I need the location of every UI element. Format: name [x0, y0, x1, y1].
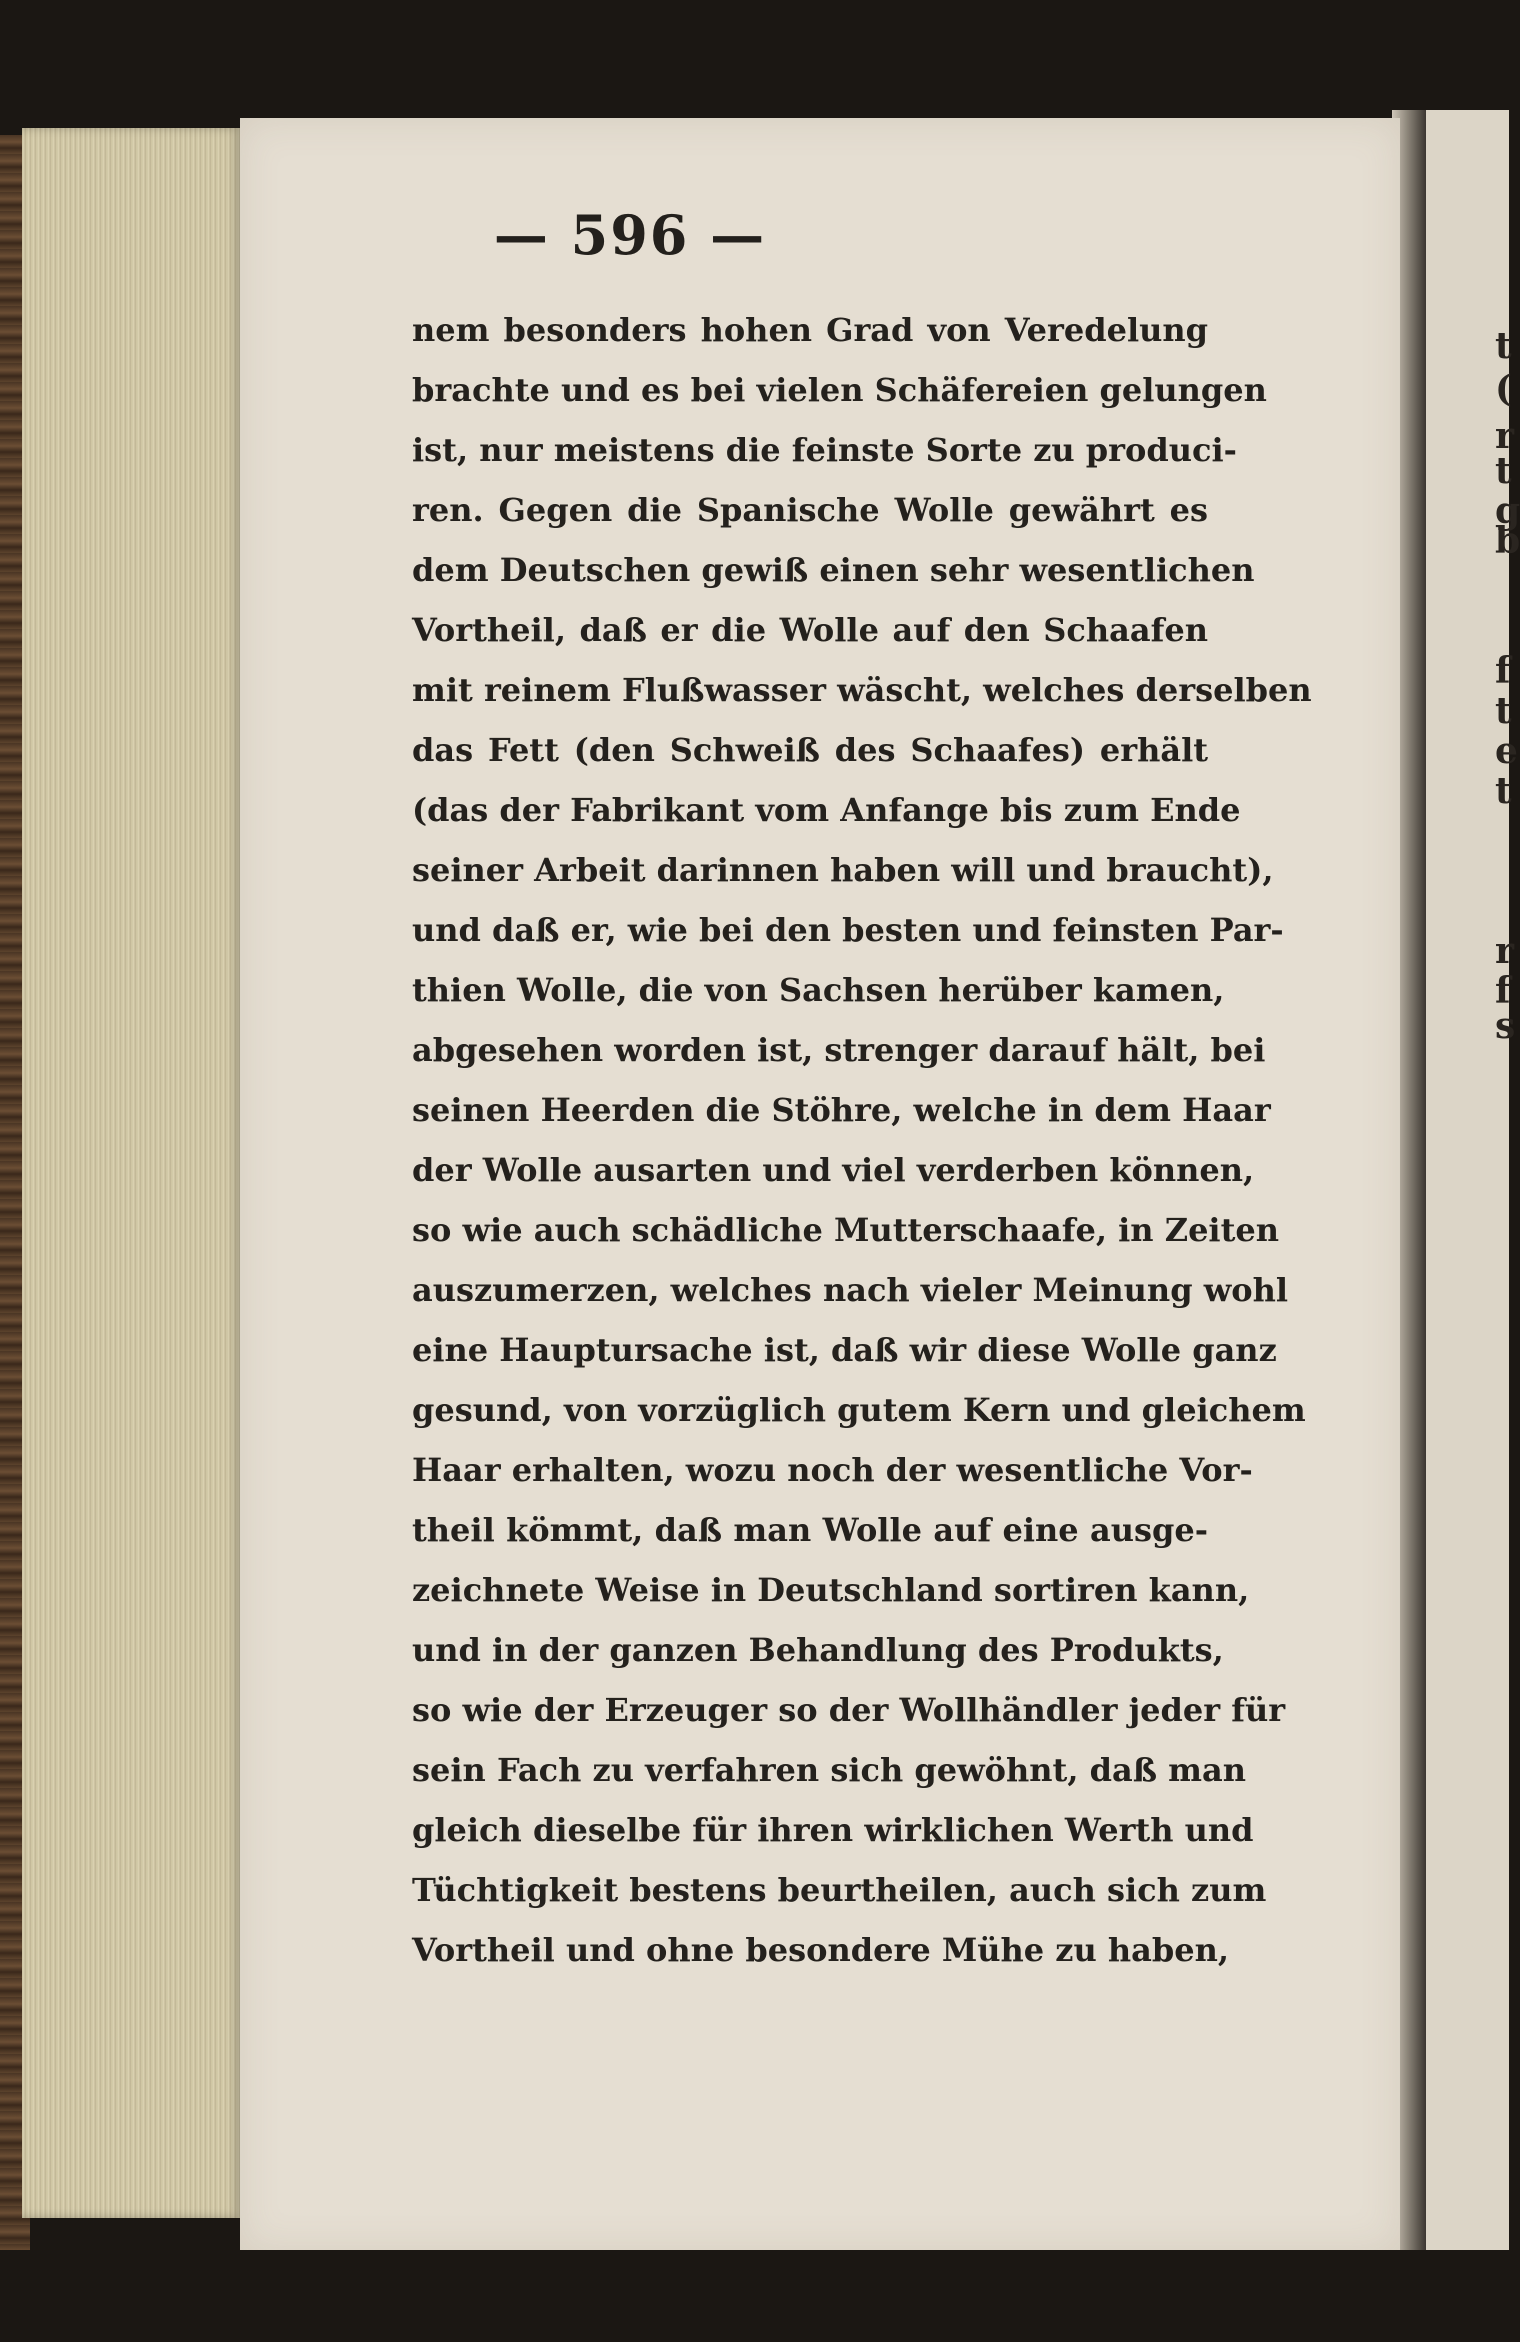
adjacent-page-letter: s — [1495, 1005, 1516, 1047]
text-line: Haar erhalten, wozu noch der wesentliche Vor- — [412, 1451, 1253, 1489]
text-line: so wie der Erzeuger so der Wollhändler jeder für — [412, 1691, 1286, 1729]
scan-background — [0, 2250, 1509, 2342]
adjacent-page-letter: t — [1495, 325, 1512, 367]
text-line: eine Hauptursache ist, daß wir diese Wolle ganz — [412, 1331, 1277, 1369]
adjacent-page-letter: b — [1495, 520, 1520, 562]
text-line: (das der Fabrikant vom Anfange bis zum Ende — [412, 791, 1241, 829]
adjacent-page-letter: ( — [1495, 368, 1513, 410]
adjacent-page-letter: f — [1495, 650, 1511, 692]
text-line: und in der ganzen Behandlung des Produkts, — [412, 1631, 1224, 1669]
adjacent-page-letter: r — [1495, 415, 1514, 457]
text-line: abgesehen worden ist, strenger darauf hält, bei — [412, 1031, 1266, 1069]
text-line: Vortheil und ohne besondere Mühe zu haben, — [412, 1931, 1229, 1969]
adjacent-page-letter: t — [1495, 770, 1512, 812]
text-line: dem Deutschen gewiß einen sehr wesentlichen — [412, 551, 1255, 589]
text-line: und daß er, wie bei den besten und feinsten Par- — [412, 911, 1284, 949]
text-line: seinen Heerden die Stöhre, welche in dem Haar — [412, 1091, 1271, 1129]
text-line: der Wolle ausarten und viel verderben können, — [412, 1151, 1255, 1189]
text-line: sein Fach zu verfahren sich gewöhnt, daß man — [412, 1751, 1247, 1789]
page-block-edges — [22, 128, 242, 2218]
text-line: mit reinem Flußwasser wäscht, welches derselben — [412, 671, 1312, 709]
text-line: so wie auch schädliche Mutterschaafe, in Zeiten — [412, 1211, 1279, 1249]
text-line: zeichnete Weise in Deutschland sortiren kann, — [412, 1571, 1250, 1609]
page-number: — 596 — — [493, 203, 767, 267]
text-line: gleich dieselbe für ihren wirklichen Werth und — [412, 1811, 1254, 1849]
book-page — [240, 118, 1400, 2253]
adjacent-page-letter: t — [1495, 690, 1512, 732]
text-line: brachte und es bei vielen Schäfereien gelungen — [412, 371, 1267, 409]
text-line: auszumerzen, welches nach vieler Meinung wohl — [412, 1271, 1289, 1309]
text-line: Vortheil, daß er die Wolle auf den Schaafen — [412, 611, 1208, 649]
adjacent-page-letter: t — [1495, 450, 1512, 492]
text-line: ren. Gegen die Spanische Wolle gewährt es — [412, 491, 1208, 529]
body-text — [412, 300, 1312, 1980]
text-line: thien Wolle, die von Sachsen herüber kamen, — [412, 971, 1225, 1009]
text-line: theil kömmt, daß man Wolle auf eine ausge- — [412, 1511, 1208, 1549]
adjacent-page-letter: f — [1495, 970, 1511, 1012]
text-line: seiner Arbeit darinnen haben will und braucht), — [412, 851, 1274, 889]
text-line: nem besonders hohen Grad von Veredelung — [412, 311, 1208, 349]
text-line: das Fett (den Schweiß des Schaafes) erhält — [412, 731, 1208, 769]
text-line: gesund, von vorzüglich gutem Kern und gleichem — [412, 1391, 1306, 1429]
adjacent-page-letter: r — [1495, 930, 1514, 972]
adjacent-page-letter: e — [1495, 730, 1518, 772]
text-line: Tüchtigkeit bestens beurtheilen, auch sich zum — [412, 1871, 1267, 1909]
adjacent-page-letter: g — [1495, 490, 1520, 532]
text-line: ist, nur meistens die feinste Sorte zu produci- — [412, 431, 1237, 469]
